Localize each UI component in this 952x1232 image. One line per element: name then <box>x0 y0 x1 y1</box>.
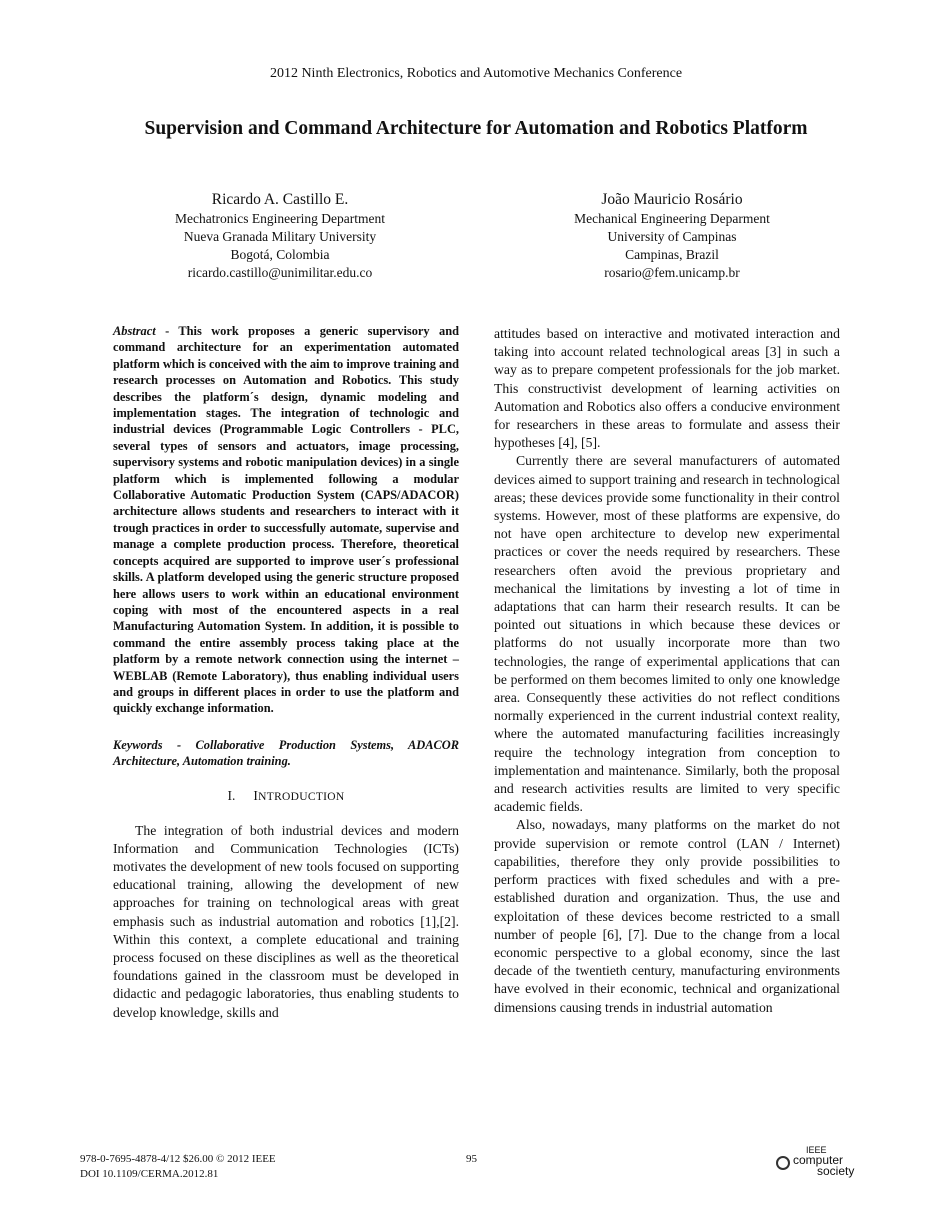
page-number: 95 <box>466 1153 477 1165</box>
keywords: Keywords - Collaborative Production Systems, ADACOR Architecture, Automation training. <box>113 737 459 769</box>
section-title <box>253 787 345 803</box>
author-location: Bogotá, Colombia <box>230 247 330 262</box>
footer-doi: DOI 10.1109/CERMA.2012.81 <box>80 1168 219 1180</box>
author-institution: Nueva Granada Military University <box>183 229 377 244</box>
author-name: João Mauricio Rosário <box>601 191 743 208</box>
abstract-label: Abstract <box>113 324 156 338</box>
abstract <box>113 323 459 717</box>
logo-text-ieee: IEEE <box>806 1145 827 1155</box>
left-column <box>113 323 459 1022</box>
footer-citation <box>80 1152 276 1182</box>
body-paragraph: attitudes based on interactive and motivated interaction and taking into account related technological areas [3] in such a way as to prepare competent professionals for the job market. This constructivist development of learning activities on Automation and Robotics also offers a conducive environment for researchers in these areas to formulate and assess their hypotheses [4], [5]. <box>494 326 840 451</box>
author-location: Campinas, Brazil <box>625 247 719 262</box>
logo-text-computer: computer <box>793 1153 844 1167</box>
right-column <box>494 325 840 1017</box>
body-paragraph: Also, nowadays, many platforms on the market do not provide supervision or remote control (LAN / Internet) capabilities, therefore they only provide possibilities to perform practices with fixed schedules and with a pre-established duration and organization. Thus, the use and exploitation of these devices become restricted to a small number of people [6], [7]. Due to the change from a local economic perspective to a global economy, since the last decade of the twentieth century, manufacturing environments have evolved in their economic, technical and organizational dimensions causing trends in industrial automation <box>494 817 840 1015</box>
section-heading <box>113 788 459 804</box>
author-institution: University of Campinas <box>607 229 737 244</box>
logo-text-society: society <box>817 1164 855 1178</box>
section-title-rest: NTRODUCTION <box>258 790 345 803</box>
intro-paragraph: The integration of both industrial devices and modern Information and Communication Technologies (ICTs) motivates the development of new tools focused on supporting educational training, allowing the development of new approaches for training on technological areas with great emphasis such as industrial automation and robotics [1],[2]. Within this context, a complete educational and training process focused on these disciplines as well as the theoretical foundations gained in the classroom must be developed in didactic and pedagogic laboratories, thus enabling students to develop knowledge, skills and <box>113 822 459 1020</box>
author-block-1 <box>120 190 440 282</box>
author-block-2 <box>512 190 832 282</box>
body-paragraph: Currently there are several manufacturers of automated devices aimed to support training and research in technological areas; these devices provide some functionality in their control systems. However, most of these platforms are expensive, do not have open architecture to develop new experimental practices or cover the needs required by researchers. These researchers often avoid the previous proprietary and mechanical the limitations by investing a lot of time in adaptations that can harm their research results. It can be pointed out situations in which because these devices or platforms do not usually incorporate more than two technologies, the range of experimental applications that can be performed on them becomes limited to only one knowledge area. Consequently these activities do not reflect conditions normally experienced in the current industrial context reality, where the automated manufacturing facilities increasingly require the technology integration from conception to implementation and maintenance. Similarly, both the proposal and research activities results are limited to very specific academic fields. <box>494 453 840 815</box>
author-email: ricardo.castillo@unimilitar.edu.co <box>187 265 373 280</box>
abstract-text: - This work proposes a generic supervisory and command architecture for an experimentation automated platform which is conceived with the aim to improve training and research processes on Automation and Robotics. This study describes the platform´s design, dynamic modeling and implementation stages. The integration of technologic and industrial devices (Programmable Logic Controllers - PLC, several types of sensors and actuators, image processing, supervisory systems and robotic manipulation devices) in a single platform which is implemented following a modular Collaborative Automatic Production System (CAPS/ADACOR) architecture allows students and researchers to interact with it trough practices in order to successfully automate, supervise and manage a complete production process. Therefore, theoretical concepts acquired are supported to improve user´s professional skills. A platform developed using the generic structure proposed here allows users to work within an educational environment coping with most of the encountered aspects in a real Manufacturing Automation System. In addition, it is possible to command the entire assembly process taking place at the platform by a remote network connection using the internet – WEBLAB (Remote Laboratory), thus enabling individual users and groups in different places in order to use the platform and quickly exchange information. <box>113 324 460 716</box>
logo-ring-icon <box>776 1156 790 1170</box>
author-email: rosario@fem.unicamp.br <box>604 265 740 280</box>
author-department: Mechanical Engineering Deparment <box>574 211 770 226</box>
section-title-initial: I <box>253 787 259 803</box>
author-department: Mechatronics Engineering Department <box>175 211 385 226</box>
ieee-computer-society-logo <box>776 1146 866 1180</box>
author-name: Ricardo A. Castillo E. <box>211 191 349 208</box>
section-number: I. <box>227 787 236 803</box>
conference-header: 2012 Ninth Electronics, Robotics and Automotive Mechanics Conference <box>269 66 683 81</box>
footer-isbn: 978-0-7695-4878-4/12 $26.00 © 2012 IEEE <box>80 1153 276 1165</box>
paper-title: Supervision and Command Architecture for Automation and Robotics Platform <box>144 118 808 139</box>
